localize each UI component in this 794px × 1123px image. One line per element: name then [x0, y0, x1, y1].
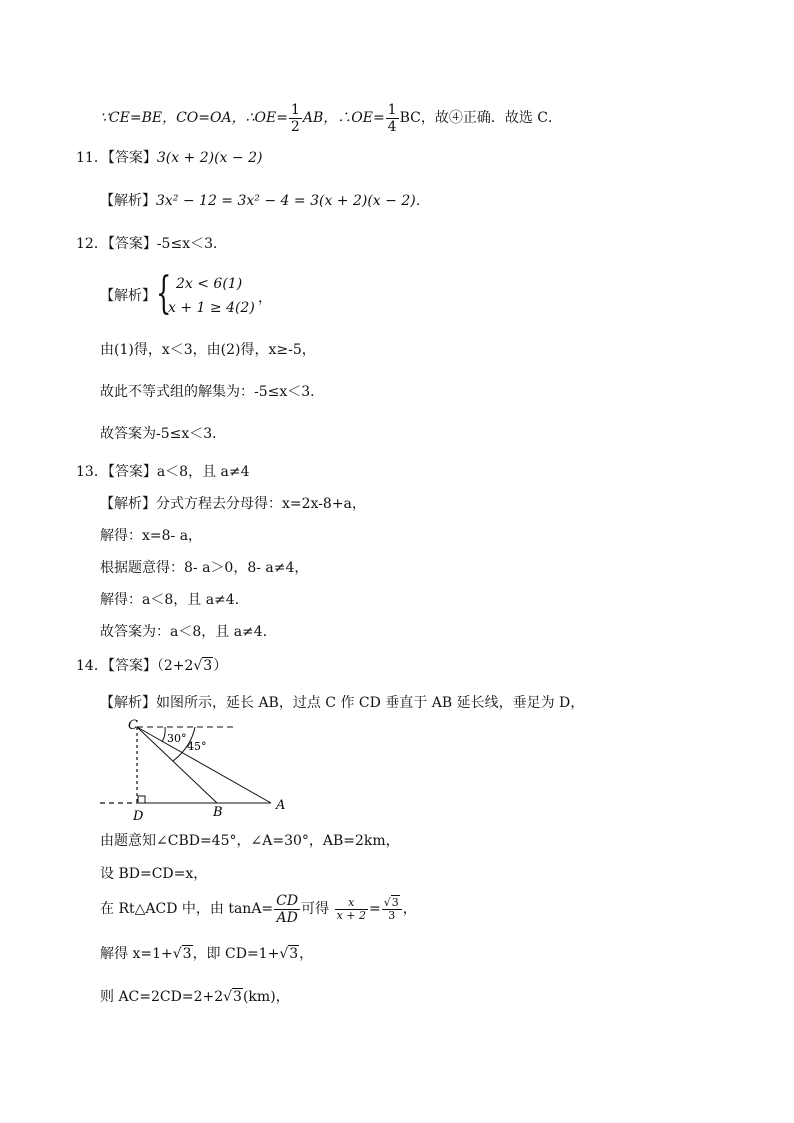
angle-45-label: 45°: [187, 740, 207, 753]
fraction-numerator: x: [335, 897, 368, 910]
q13-explanation-line: [100, 494, 366, 514]
q14-step-5: [100, 987, 290, 1007]
q10-text-1: ∵CE=BE，CO=OA，∴OE=: [100, 110, 288, 126]
point-a-label: A: [276, 798, 286, 813]
sqrt: √3: [172, 946, 192, 962]
q14-step-5-text: 则 AC=2CD=2+2: [100, 989, 224, 1005]
q14-step-2: 设 BD=CD=x，: [100, 866, 208, 882]
q12-answer-line: [76, 234, 227, 254]
fraction-numerator: CD: [276, 892, 299, 909]
triangle-figure: [95, 715, 315, 825]
fraction-denominator: AD: [276, 909, 298, 926]
answer-tag: 【答案】: [107, 150, 157, 166]
point-c-label: C: [128, 718, 138, 733]
q12-system-eq1: 2x < 6(1): [176, 276, 243, 292]
fraction-one-half: [289, 102, 302, 135]
q14-step-4: [100, 944, 313, 964]
q12-system-end: ，: [258, 290, 272, 306]
fraction-denominator: 3: [388, 908, 396, 922]
answer-tag: 【答案】: [107, 464, 157, 480]
q14-step-4-end: ，: [299, 946, 314, 962]
fraction-numerator: 1: [387, 101, 397, 118]
radicand: 3: [391, 895, 399, 909]
q13-step-1: 解得：x=8- a，: [100, 528, 203, 544]
fraction-one-quarter: [386, 102, 399, 135]
angle-30-label: 30°: [167, 732, 187, 745]
q12-explanation-tag-line: [100, 286, 156, 306]
q13-step-2: 根据题意得：8- a＞0，8- a≠4，: [100, 560, 309, 576]
q14-answer-line: [76, 656, 227, 676]
sqrt: √3: [193, 658, 213, 674]
question-number: 14．: [76, 658, 108, 674]
radicand: 3: [233, 989, 242, 1005]
q13-answer-line: [76, 462, 250, 482]
q14-explanation-line: [100, 693, 584, 713]
explanation-tag: 【解析】: [100, 288, 156, 304]
q12-step-3: 故答案为-5≤x＜3．: [100, 426, 227, 442]
fraction-cd-ad: [274, 893, 300, 926]
q14-step-4-text-b: ，即 CD=1+: [192, 946, 280, 962]
q14-answer-pre: （2+2: [156, 658, 194, 674]
q14-step-3: [100, 891, 417, 927]
radicand: 3: [182, 946, 192, 962]
q11-explanation-line: [100, 191, 430, 211]
sqrt: √3: [223, 989, 242, 1005]
point-b-label: B: [213, 805, 223, 820]
q10-conclusion: [100, 100, 562, 136]
q14-step-1: 由题意知∠CBD=45°，∠A=30°，AB=2km，: [100, 833, 400, 849]
answer-tag: 【答案】: [107, 236, 157, 252]
question-number: 13．: [76, 464, 108, 480]
q12-step-1: 由(1)得，x＜3，由(2)得，x≥-5，: [100, 342, 316, 358]
q14-step-3-text-b: 可得: [301, 901, 330, 917]
q13-step-4: 故答案为：a＜8，且 a≠4．: [100, 624, 277, 640]
sqrt: √3: [279, 946, 299, 962]
radicand: 3: [289, 946, 299, 962]
q14-step-3-text: 在 Rt△ACD 中，由 tanA=: [100, 901, 274, 917]
fraction-denominator: x + 2: [336, 908, 366, 922]
explanation-tag: 【解析】: [100, 496, 156, 512]
radicand: 3: [203, 658, 213, 674]
q11-answer: 3(x + 2)(x − 2): [156, 150, 263, 166]
fraction-x-over-x-plus-2: [335, 897, 368, 922]
q14-step-4-text: 解得 x=1+: [100, 946, 173, 962]
point-d-label: D: [133, 809, 144, 824]
q10-text-3: BC，故④正确．故选 C．: [399, 110, 563, 126]
q13-answer: a＜8，且 a≠4: [156, 464, 250, 480]
explanation-tag: 【解析】: [100, 695, 156, 711]
explanation-tag: 【解析】: [100, 193, 156, 209]
fraction-denominator: 2: [290, 118, 300, 135]
q14-step-5-end: (km)，: [242, 989, 290, 1005]
q11-explanation: 3x² − 12 = 3x² − 4 = 3(x + 2)(x − 2)．: [156, 193, 430, 209]
left-brace: {: [156, 268, 172, 319]
sqrt: √3: [383, 895, 399, 909]
q14-step-0: 如图所示，延长 AB，过点 C 作 CD 垂直于 AB 延长线，垂足为 D，: [156, 695, 585, 711]
q14-answer-post: ）: [213, 658, 228, 674]
q13-step-3: 解得：a＜8，且 a≠4．: [100, 592, 249, 608]
fraction-numerator: [382, 897, 402, 910]
q13-step-0: 分式方程去分母得：x=2x-8+a，: [156, 496, 366, 512]
q12-step-2: 故此不等式组的解集为：-5≤x＜3．: [100, 384, 325, 400]
q10-text-2: AB，∴OE=: [302, 110, 385, 126]
question-number: 11．: [76, 150, 108, 166]
fraction-denominator: 4: [387, 118, 397, 135]
q11-answer-line: [76, 148, 262, 168]
equals-sign: =: [368, 901, 381, 917]
fraction-root3-over-3: [382, 897, 402, 922]
answer-tag: 【答案】: [107, 658, 157, 674]
q14-step-3-end: ，: [402, 901, 417, 917]
question-number: 12．: [76, 236, 108, 252]
q12-system-eq2: x + 1 ≥ 4(2): [168, 300, 255, 316]
q12-answer: -5≤x＜3．: [156, 236, 227, 252]
fraction-numerator: 1: [290, 101, 300, 118]
